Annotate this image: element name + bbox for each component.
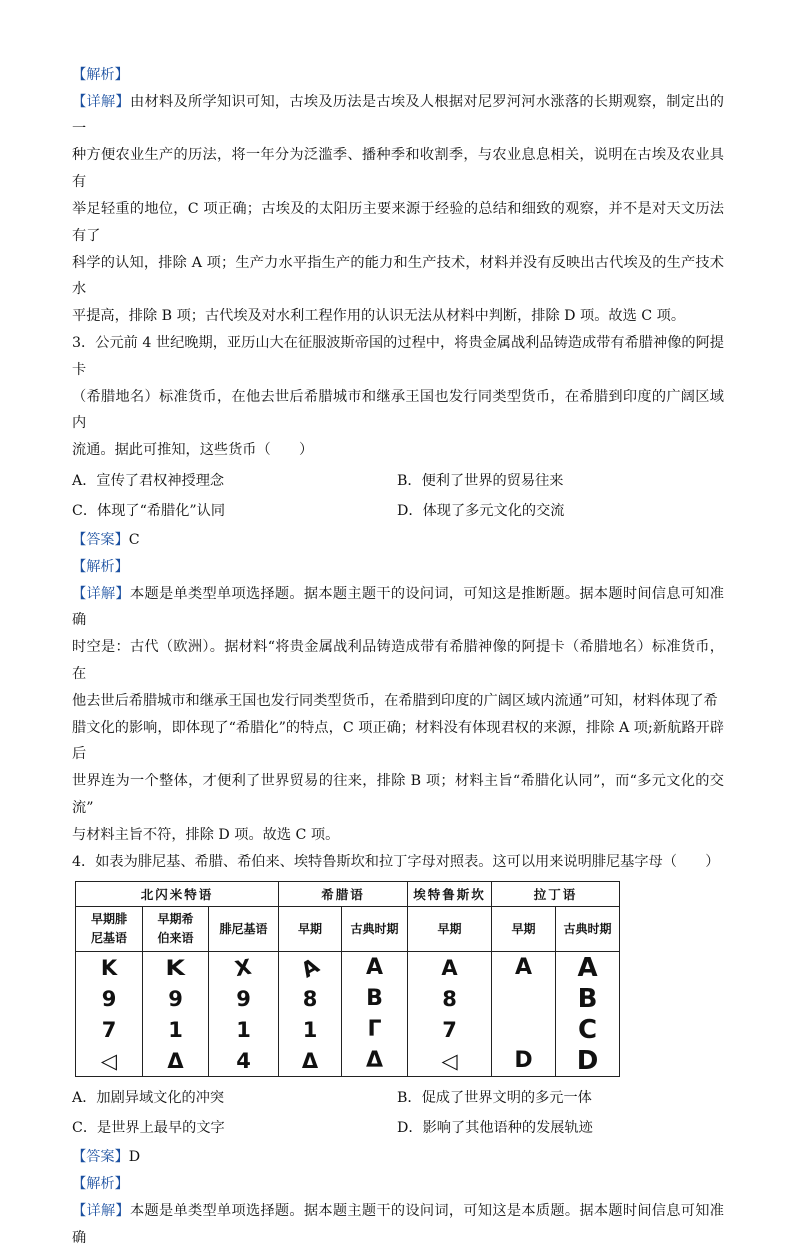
text-line: 3．公元前 4 世纪晚期，亚历山大在征服波斯帝国的过程中，将贵金属战利品铸造成带有希腊神像的阿提卡 — [72, 334, 724, 378]
glyph: A — [515, 955, 533, 981]
glyph-cell — [279, 1014, 342, 1045]
sub-header-cell: 早期 — [279, 907, 342, 952]
glyph: K — [100, 955, 118, 980]
glyph-cell — [143, 1014, 209, 1045]
option-d[interactable]: D．影响了其他语种的发展轨迹 — [397, 1120, 593, 1137]
text-line: 由材料及所学知识可知，古埃及历法是古埃及人根据对尼罗河河水涨落的长期观察，制定出的一 — [72, 93, 724, 137]
glyph-cell — [556, 1014, 620, 1045]
glyph: ◁ — [100, 1048, 118, 1073]
glyph: 4 — [236, 1048, 251, 1073]
glyph-cell — [279, 983, 342, 1014]
option-c[interactable]: C．体现了“希腊化”认同 — [72, 502, 226, 519]
glyph-cell — [279, 1045, 342, 1077]
question-4-stem: 4．如表为腓尼基、希腊、希伯来、埃特鲁斯坎和拉丁字母对照表。这可以用来说明腓尼基字母（ ） — [72, 853, 720, 870]
glyph-cell — [342, 952, 408, 984]
table-row — [76, 1045, 620, 1077]
table-row — [76, 952, 620, 984]
glyph: 1 — [236, 1017, 251, 1042]
question-3-stem — [72, 330, 724, 464]
sub-header-cell: 早期 — [492, 907, 556, 952]
glyph: D — [576, 1045, 599, 1076]
sub-header-cell: 古典时期 — [556, 907, 620, 952]
glyph-cell — [143, 1045, 209, 1077]
glyph-cell — [408, 1014, 492, 1045]
text-line: 本题是单类型单项选择题。据本题主题干的设问词，可知这是本质题。据本题时间信息可知准确 — [72, 1202, 724, 1246]
sub-header-cell: 早期 — [408, 907, 492, 952]
option-d[interactable]: D．体现了多元文化的交流 — [397, 502, 565, 519]
text-line: 与材料主旨不符，排除 D 项。故选 C 项。 — [72, 826, 340, 843]
answer-tag: 【答案】 — [72, 1149, 129, 1166]
table-row — [76, 1014, 620, 1045]
question-4-options — [72, 1083, 724, 1143]
glyph-cell — [492, 1045, 556, 1077]
glyph: A — [441, 955, 458, 980]
sub-header-cell — [76, 907, 143, 952]
analysis-heading: 【解析】 — [72, 558, 129, 575]
glyph: Δ — [366, 1048, 384, 1074]
glyph: 8 — [302, 986, 318, 1011]
glyph-cell — [76, 952, 143, 984]
option-a[interactable]: A．加剧异域文化的冲突 — [72, 1090, 225, 1107]
group-etruscan: 埃特鲁斯坎 — [408, 882, 492, 907]
text-line: 世界连为一个整体，才便利了世界贸易的往来，排除 B 项；材料主旨“希腊化认同”，而“多元文化的交流” — [72, 773, 724, 816]
sub-header-label: 早期希伯来语 — [157, 912, 194, 946]
group-latin: 拉丁语 — [492, 882, 620, 907]
text-line: 举足轻重的地位，C 项正确；古埃及的太阳历主要来源于经验的总结和细致的观察，并不是对天文历法有了 — [72, 200, 724, 244]
table-group-header — [76, 882, 620, 907]
text-line: （希腊地名）标准货币，在他去世后希腊城市和继承王国也发行同类型货币，在希腊到印度的广阔区域内 — [72, 388, 724, 432]
glyph-cell — [209, 1014, 279, 1045]
option-b[interactable]: B．促成了世界文明的多元一体 — [397, 1090, 592, 1107]
glyph-cell — [408, 952, 492, 984]
text-line: 流通。据此可推知，这些货币（ ） — [72, 442, 314, 459]
text-line: 科学的认知，排除 A 项；生产力水平指生产的能力和生产技术，材料并没有反映出古代埃及的生产技术水 — [72, 254, 724, 298]
glyph: 7 — [442, 1017, 457, 1042]
glyph: A — [366, 955, 384, 981]
glyph-cell — [143, 952, 209, 984]
document-page — [72, 62, 724, 1252]
glyph-cell — [492, 1014, 556, 1045]
question-3-options — [72, 466, 724, 526]
glyph: A — [577, 952, 598, 983]
glyph: C — [577, 1014, 598, 1045]
glyph: 9 — [236, 986, 251, 1011]
glyph: 9 — [101, 986, 117, 1011]
sub-header-label: 早期腓尼基语 — [90, 912, 127, 946]
group-greek: 希腊语 — [279, 882, 408, 907]
answer-line-q3 — [72, 527, 724, 554]
glyph-cell — [556, 952, 620, 984]
analysis-heading: 【解析】 — [72, 67, 129, 83]
text-line: 腊文化的影响，即体现了“希腊化”的特点，C 项正确；材料没有体现君权的来源，排除 A 项;新航路开辟后 — [72, 719, 724, 763]
text-line: 本题是单类型单项选择题。据本题主题干的设问词，可知这是推断题。据本题时间信息可知准确 — [72, 585, 724, 629]
table-sub-header — [76, 907, 620, 952]
glyph-cell — [556, 983, 620, 1014]
detail-tag: 【详解】 — [72, 93, 130, 110]
glyph: 1 — [302, 1017, 318, 1042]
analysis-heading: 【解析】 — [72, 1176, 129, 1193]
glyph: 8 — [442, 986, 457, 1011]
glyph: Δ — [167, 1048, 184, 1073]
alphabet-comparison-table — [75, 881, 620, 1077]
glyph-cell — [342, 1045, 408, 1077]
glyph-cell — [556, 1045, 620, 1077]
glyph: X — [233, 954, 254, 982]
glyph: Γ — [367, 1017, 382, 1043]
glyph-cell — [279, 952, 342, 984]
option-b[interactable]: B．便利了世界的贸易往来 — [397, 472, 564, 489]
sub-header-cell: 腓尼基语 — [209, 907, 279, 952]
detail-paragraph-q2 — [72, 89, 724, 330]
option-a[interactable]: A．宣传了君权神授理念 — [72, 472, 225, 489]
glyph-cell — [408, 983, 492, 1014]
glyph-cell — [492, 983, 556, 1014]
text-line: 种方便农业生产的历法，将一年分为泛滥季、播种季和收割季，与农业息息相关，说明在古埃及农业具有 — [72, 147, 724, 191]
detail-paragraph-q4 — [72, 1198, 724, 1252]
glyph-cell — [76, 1045, 143, 1077]
answer-tag: 【答案】 — [72, 531, 129, 548]
glyph: 1 — [168, 1017, 183, 1042]
text-line: 他去世后希腊城市和继承王国也发行同类型货币，在希腊到印度的广阔区域内流通”可知，材料体现了希 — [72, 692, 718, 709]
glyph: D — [514, 1048, 533, 1074]
sub-header-cell: 古典时期 — [342, 907, 408, 952]
glyph-cell — [76, 983, 143, 1014]
glyph-cell — [209, 952, 279, 984]
group-north-semitic: 北闪米特语 — [76, 882, 279, 907]
detail-tag: 【详解】 — [72, 585, 130, 602]
glyph: B — [366, 986, 383, 1012]
table-row — [76, 983, 620, 1014]
answer-value: D — [128, 1149, 141, 1166]
glyph: B — [577, 983, 598, 1014]
glyph-cell — [492, 952, 556, 984]
option-c[interactable]: C．是世界上最早的文字 — [72, 1120, 225, 1137]
glyph: Δ — [301, 1048, 319, 1073]
text-line: 平提高，排除 B 项；古代埃及对水利工程作用的认识无法从材料中判断，排除 D 项。故选 C 项。 — [72, 308, 686, 325]
glyph: 9 — [168, 986, 183, 1011]
glyph: K — [165, 955, 186, 980]
detail-tag: 【详解】 — [72, 1202, 130, 1219]
glyph: 7 — [101, 1017, 117, 1042]
glyph-cell — [76, 1014, 143, 1045]
detail-paragraph-q3 — [72, 581, 724, 849]
glyph-cell — [408, 1045, 492, 1077]
glyph-cell — [143, 983, 209, 1014]
sub-header-cell — [143, 907, 209, 952]
answer-value: C — [128, 531, 140, 548]
glyph: A — [296, 953, 324, 983]
glyph-cell — [342, 983, 408, 1014]
glyph: ◁ — [441, 1048, 458, 1073]
glyph-cell — [209, 1045, 279, 1077]
glyph-cell — [209, 983, 279, 1014]
glyph-cell — [342, 1014, 408, 1045]
text-line: 时空是：古代（欧洲）。据材料“将贵金属战利品铸造成带有希腊神像的阿提卡（希腊地名）标准货币，在 — [72, 639, 724, 682]
answer-line-q4 — [72, 1144, 724, 1171]
